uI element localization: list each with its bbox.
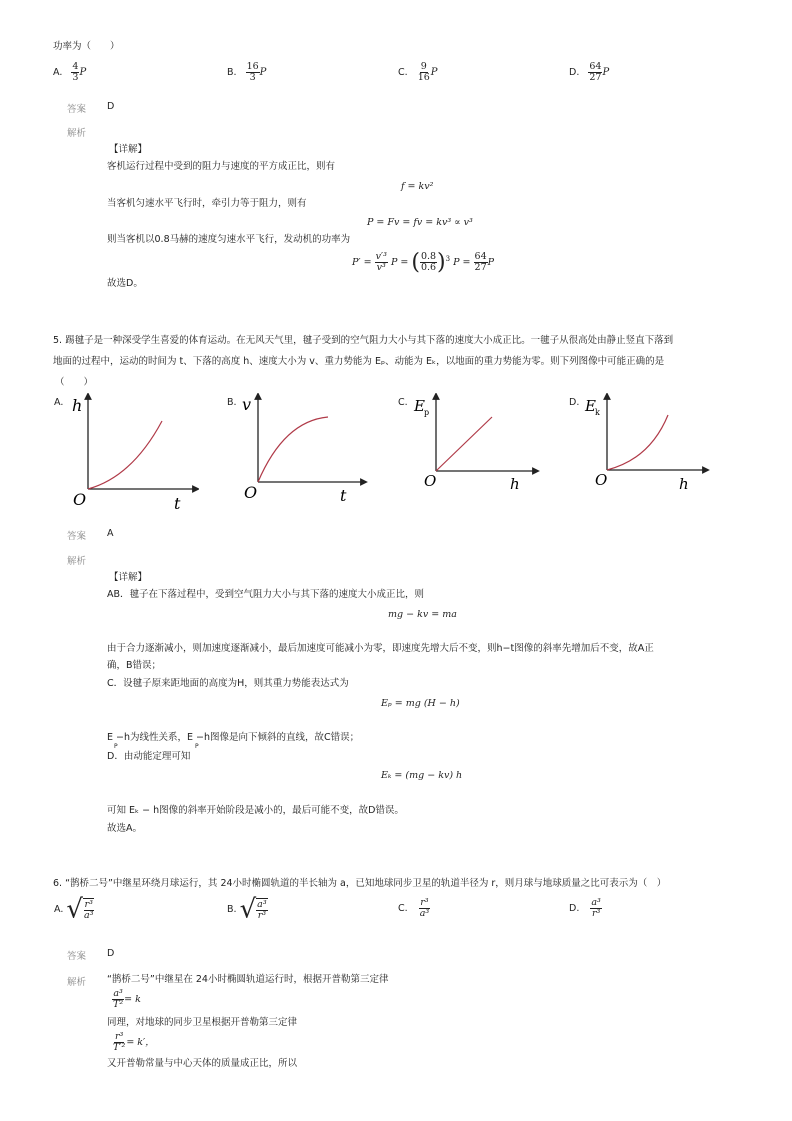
option-letter: B. bbox=[227, 67, 237, 78]
x-axis-label: t bbox=[174, 494, 181, 513]
q4-answer: D bbox=[107, 101, 115, 112]
q6-stem: 6. “鹊桥二号”中继星环绕月球运行，其 24小时椭圆轨道的半长轴为 a，已知地球同步卫星的轨道半径为 r，则月球与地球质量之比可表示为（ ） bbox=[53, 878, 667, 889]
q4-analysis-line3: 则当客机以0.8马赫的速度匀速水平飞行，发动机的功率为 bbox=[107, 234, 351, 245]
q5-graph-b bbox=[234, 393, 369, 508]
y-axis-subscript: p bbox=[424, 408, 430, 417]
y-axis-label: E bbox=[414, 397, 425, 415]
q5-graph-a bbox=[64, 393, 199, 515]
origin-label: O bbox=[595, 471, 608, 489]
q6-option-c[interactable]: C. $\frac{\text{r³}}{\text{a³}}$ bbox=[398, 897, 430, 919]
option-letter: D. bbox=[569, 903, 580, 914]
q6-answer-label: 答案 bbox=[67, 951, 87, 962]
x-axis-label: h bbox=[679, 475, 689, 493]
q4-equation-1: f = kv² bbox=[401, 181, 434, 192]
q5-option-c[interactable]: C. bbox=[398, 397, 408, 408]
q5-graph-d bbox=[580, 393, 710, 498]
q6-option-a[interactable] bbox=[54, 894, 94, 925]
q4-answer-label: 答案 bbox=[67, 104, 87, 115]
y-axis-label: v bbox=[242, 395, 252, 414]
q5-option-b[interactable]: B. bbox=[227, 397, 237, 408]
q4-analysis-line1: 客机运行过程中受到的阻力与速度的平方成正比，则有 bbox=[107, 161, 336, 172]
sqrt-symbol: √ $\frac{\text{a³}}{\text{r³}}$ bbox=[239, 894, 267, 925]
option-letter: A. bbox=[54, 904, 64, 915]
q4-option-d[interactable]: D. $\frac{64}{27}$ P bbox=[569, 61, 610, 83]
q5-equation-3: Eₖ = (mg − kv) h bbox=[381, 770, 463, 781]
q4-analysis-label: 解析 bbox=[67, 128, 87, 139]
option-letter: C. bbox=[398, 67, 408, 78]
option-letter: D. bbox=[569, 67, 580, 78]
q6-option-b[interactable] bbox=[227, 894, 268, 925]
q4-option-b[interactable]: B. $\frac{16}{3}$ P bbox=[227, 61, 267, 83]
q5-graph-c bbox=[410, 393, 540, 498]
q5-option-d[interactable]: D. bbox=[569, 397, 580, 408]
q4-equation-3: P′ = $\frac{\text{v′³}}{\text{v³}}$ P = ( $\frac{0.8}{0.6}$ )$^3$ P = $\frac{64}{27}$ P bbox=[352, 250, 495, 275]
y-axis-label: h bbox=[72, 396, 83, 415]
q5-analysis-line1: AB．毽子在下落过程中，受到空气阻力大小与其下落的速度大小成正比，则 bbox=[107, 589, 425, 600]
q4-stem-tail: 功率为（ ） bbox=[53, 41, 120, 52]
q6-answer: D bbox=[107, 948, 115, 959]
q5-conclusion: 故选A。 bbox=[107, 823, 142, 834]
q4-detail-heading: 【详解】 bbox=[109, 144, 148, 155]
q5-equation-1: mg − kv = ma bbox=[388, 609, 457, 620]
option-letter: C. bbox=[398, 903, 408, 914]
q5-answer: A bbox=[107, 528, 114, 539]
option-letter: B. bbox=[227, 904, 237, 915]
q4-analysis-line2: 当客机匀速水平飞行时，牵引力等于阻力，则有 bbox=[107, 198, 307, 209]
curve bbox=[258, 417, 328, 482]
q5-stem-line1: 5. 踢毽子是一种深受学生喜爱的体育运动。在无风天气里，毽子受到的空气阻力大小与其下落的速度大小成正比。一毽子从很高处由静止竖直下落到 bbox=[53, 335, 674, 346]
q5-equation-2: Eₚ = mg (H − h) bbox=[381, 698, 460, 709]
q6-analysis-line2: 同理，对地球的同步卫星根据开普勒第三定律 bbox=[107, 1017, 298, 1028]
y-axis-label: E bbox=[585, 397, 596, 415]
q5-answer-label: 答案 bbox=[67, 531, 87, 542]
line bbox=[436, 417, 492, 471]
q6-option-d[interactable]: D. $\frac{\text{a³}}{\text{r³}}$ bbox=[569, 897, 601, 919]
q5-option-a[interactable]: A. bbox=[54, 397, 64, 408]
q5-superscript-p1: P bbox=[114, 743, 118, 750]
q6-equation-1: $\frac{\text{a³}}{\text{T²}}$ = k bbox=[113, 988, 141, 1010]
origin-label: O bbox=[424, 472, 437, 490]
q4-option-a[interactable]: A. $\frac{4}{3}$ P bbox=[53, 61, 87, 83]
q5-analysis-line2a: 由于合力逐渐减小，则加速度逐渐减小，最后加速度可能减小为零，即速度先增大后不变，则h−t图像的斜率先增加后不变，故A正 bbox=[107, 643, 654, 654]
q5-analysis-label: 解析 bbox=[67, 556, 87, 567]
x-axis-label: h bbox=[510, 475, 520, 493]
q5-superscript-p2: P bbox=[195, 743, 199, 750]
q6-analysis-label: 解析 bbox=[67, 977, 87, 988]
q5-stem-line2: 地面的过程中，运动的时间为 t、下落的高度 h、速度大小为 v、重力势能为 Eₚ、动能为 Eₖ，以地面的重力势能为零。则下列图像中可能正确的是 bbox=[53, 356, 665, 367]
q5-analysis-line6: 可知 Eₖ − h图像的斜率开始阶段是减小的，最后可能不变，故D错误。 bbox=[107, 805, 404, 816]
y-axis-subscript: k bbox=[595, 408, 600, 417]
origin-label: O bbox=[73, 490, 87, 509]
q4-option-c[interactable]: C. $\frac{9}{16}$ P bbox=[398, 61, 438, 83]
q6-analysis-line1: “鹊桥二号”中继星在 24小时椭圆轨道运行时，根据开普勒第三定律 bbox=[107, 974, 389, 985]
q6-equation-2: $\frac{\text{r³}}{\text{T′²}}$ = k′， bbox=[113, 1031, 155, 1053]
q5-detail-heading: 【详解】 bbox=[109, 572, 148, 583]
q5-stem-line3: （ ） bbox=[55, 377, 94, 388]
q6-analysis-line3: 又开普勒常量与中心天体的质量成正比，所以 bbox=[107, 1058, 298, 1069]
q5-analysis-line4: E −h为线性关系，E −h图像是向下倾斜的直线，故C错误； bbox=[107, 732, 360, 743]
curve bbox=[88, 421, 162, 489]
q4-equation-2: P = Fv = fv = kv³ ∝ v³ bbox=[367, 217, 473, 228]
q4-conclusion: 故选D。 bbox=[107, 278, 143, 289]
q5-analysis-line3: C．设毽子原来距地面的高度为H，则其重力势能表达式为 bbox=[107, 678, 349, 689]
q5-analysis-line5: D．由动能定理可知 bbox=[107, 751, 191, 762]
curve bbox=[607, 415, 668, 470]
sqrt-symbol: √ $\frac{\text{r³}}{\text{a³}}$ bbox=[66, 894, 94, 925]
q5-analysis-line2b: 确，B错误； bbox=[107, 660, 162, 671]
option-letter: A. bbox=[53, 67, 63, 78]
origin-label: O bbox=[244, 483, 258, 502]
x-axis-label: t bbox=[340, 486, 347, 505]
